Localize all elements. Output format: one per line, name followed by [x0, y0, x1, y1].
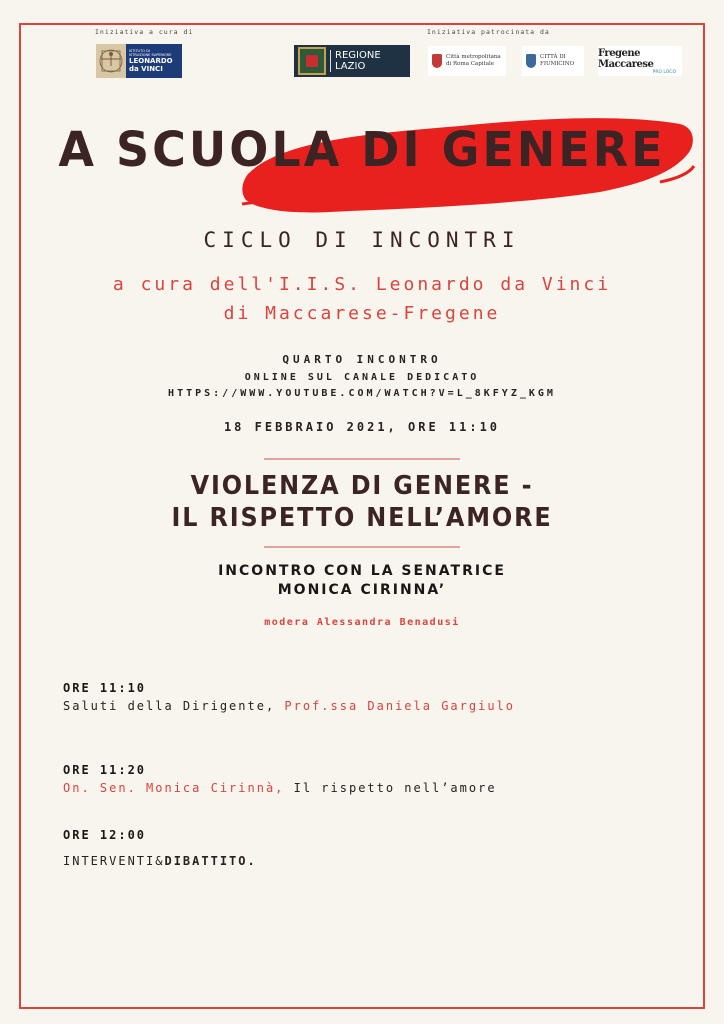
- program-desc-bold: DIBATTITO.: [164, 854, 257, 868]
- patronage-label: Iniziativa patrocinata da: [427, 28, 550, 36]
- leonardo-line1: ISTITUTO DI: [129, 49, 150, 53]
- program-desc: INTERVENTI&: [63, 854, 165, 868]
- organizer-line1: a cura dell'I.I.S. Leonardo da Vinci: [112, 274, 612, 295]
- event-date: 18 FEBBRAIO 2021, ORE 11:10: [223, 420, 501, 434]
- program-time: ORE 11:20: [63, 763, 147, 777]
- program-item-2: [63, 763, 497, 795]
- citta-metropolitana-logo: [428, 46, 506, 76]
- fregene-line1: Fregene Maccarese: [598, 47, 654, 70]
- divider-top: [264, 458, 460, 460]
- fiumicino-line2: FIUMICINO: [540, 61, 575, 67]
- event-number: QUARTO INCONTRO: [282, 353, 442, 366]
- fregene-line2: PRO LOCO: [652, 69, 676, 75]
- guest-line2: MONICA CIRINNA’: [277, 582, 447, 598]
- metro-crest-icon: [432, 54, 442, 68]
- vitruvian-icon: [96, 44, 126, 78]
- program-time: ORE 12:00: [63, 828, 147, 842]
- program-speaker: On. Sen. Monica Cirinnà,: [63, 781, 285, 795]
- event-url[interactable]: HTTPS://WWW.YOUTUBE.COM/WATCH?V=L_8KFYZ_KGM: [168, 388, 556, 399]
- leonardo-logo: [96, 44, 182, 78]
- event-channel: ONLINE SUL CANALE DEDICATO: [244, 372, 480, 383]
- subtitle: CICLO DI INCONTRI: [203, 228, 521, 252]
- divider-bottom: [264, 546, 460, 548]
- leonardo-line2: ISTRUZIONE SUPERIORE: [129, 53, 172, 57]
- fregene-maccarese-logo: [598, 46, 682, 76]
- fiumicino-logo: [522, 46, 584, 76]
- lazio-emblem-icon: [298, 47, 326, 75]
- guest-line1: INCONTRO CON LA SENATRICE: [218, 563, 506, 579]
- leonardo-line3: LEONARDO: [129, 57, 173, 65]
- metro-line2: di Roma Capitale: [446, 61, 494, 67]
- lazio-line2: LAZIO: [335, 61, 366, 72]
- topic-line1: VIOLENZA DI GENERE -: [190, 471, 534, 501]
- lazio-line1: REGIONE: [335, 50, 381, 61]
- program-desc: Saluti della Dirigente,: [63, 699, 285, 713]
- program-item-1: [63, 681, 515, 713]
- program-desc: Il rispetto nell’amore: [284, 781, 497, 795]
- fiumicino-line1: CITTÀ DI: [540, 54, 566, 60]
- regione-lazio-logo: [294, 45, 410, 77]
- metro-line1: Città metropolitana: [446, 54, 501, 60]
- fiumicino-crest-icon: [526, 54, 536, 68]
- initiative-label: Iniziativa a cura di: [95, 28, 194, 36]
- program-speaker: Prof.ssa Daniela Gargiulo: [284, 699, 516, 713]
- main-title: A SCUOLA DI GENERE: [58, 120, 666, 178]
- topic-line2: IL RISPETTO NELL’AMORE: [171, 503, 553, 533]
- moderator: modera Alessandra Benadusi: [264, 617, 460, 628]
- program-time: ORE 11:10: [63, 681, 147, 695]
- organizer-line2: di Maccarese-Fregene: [223, 303, 501, 324]
- program-item-3: [63, 828, 257, 868]
- leonardo-line4: da VINCI: [129, 65, 163, 73]
